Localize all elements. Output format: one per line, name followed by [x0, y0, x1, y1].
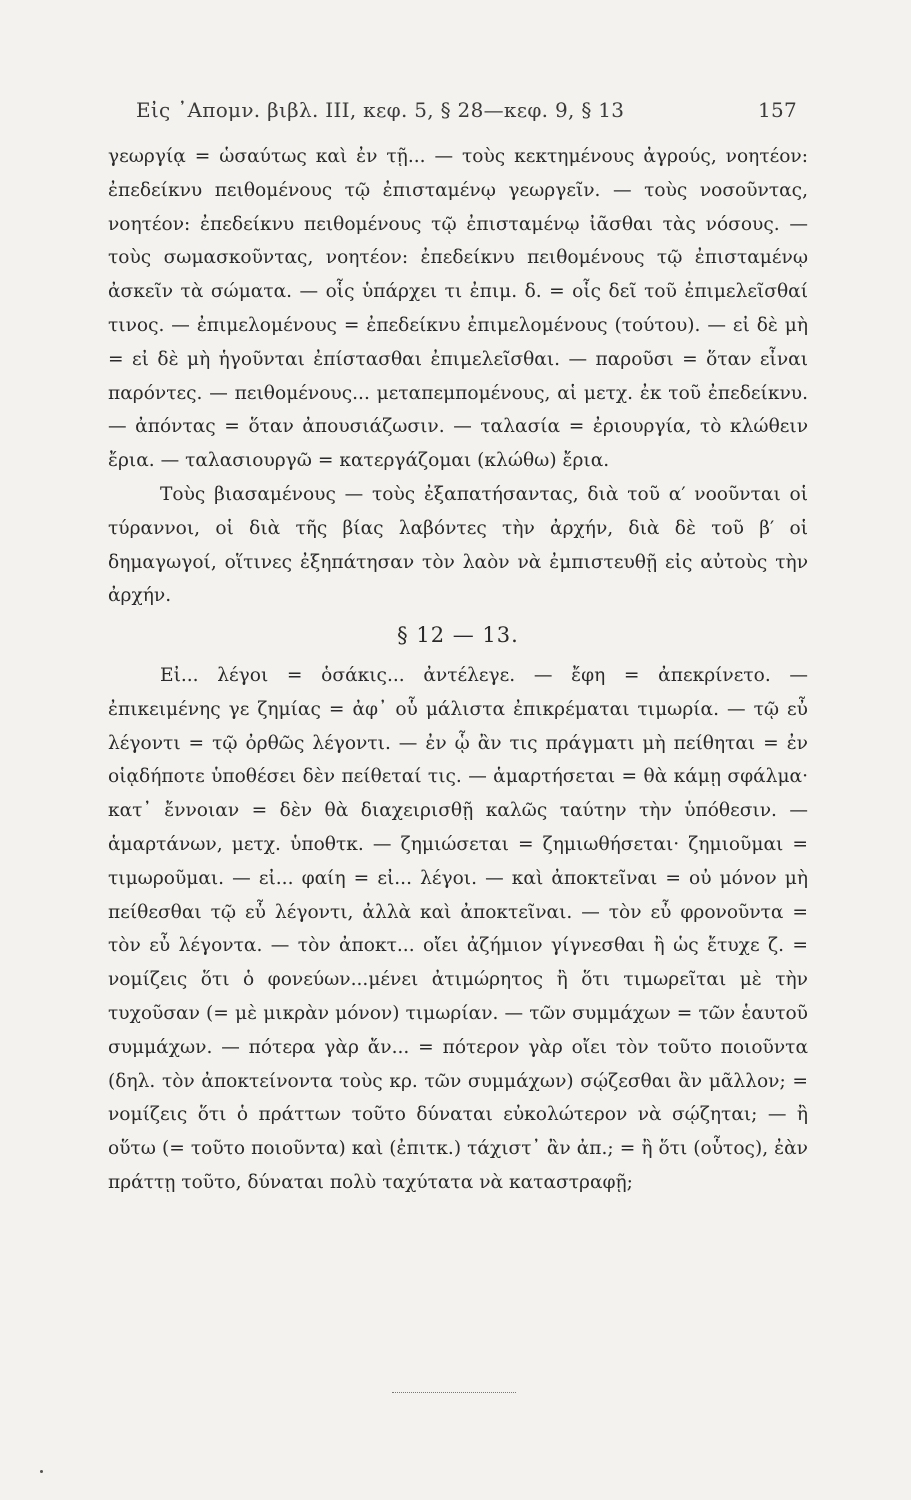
page-body: [108, 140, 808, 1200]
section-heading: § 12 — 13.: [397, 623, 519, 648]
paper-speck: [40, 1470, 43, 1473]
page-number: 157: [758, 98, 798, 122]
commentary-paragraph-2: Τοὺς βιασαμένους — τοὺς ἐξαπατήσαντας, διὰ τοῦ α′ νοοῦνται οἱ τύραννοι, οἱ διὰ τῆς βίας λαβόντες τὴν ἀρχήν, διὰ δὲ τοῦ β′ οἱ δημαγωγοί, οἵτινες ἐξηπάτησαν τὸν λαὸν νὰ ἐμπιστευθῇ εἰς αὐτοὺς τὴν ἀρχήν.: [108, 483, 808, 607]
end-rule-divider: [392, 1392, 516, 1393]
commentary-paragraph-1: γεωργίᾳ = ὡσαύτως καὶ ἐν τῇ... — τοὺς κεκτημένους ἀγρούς, νοητέον: ἐπεδείκνυ πειθομένους τῷ ἐπισταμένῳ γεωργεῖν. — τοὺς νοσοῦντας, νοητέον: ἐπεδείκνυ πειθομένους τῷ ἐπισταμένῳ ἰᾶσθαι τὰς νόσους. — τοὺς σωμασκοῦντας, νοητέον: ἐπεδείκνυ πειθομένους τῷ ἐπισταμένῳ ἀσκεῖν τὰ σώματα. — οἷς ὑπάρχει τι ἐπιμ. δ. = οἷς δεῖ τοῦ ἐπιμελεῖσθαί τινος. — ἐπιμελομένους = ἐπεδείκνυ ἐπιμελομένους (τούτου). — εἰ δὲ μὴ = εἰ δὲ μὴ ἡγοῦνται ἐπίστασθαι ἐπιμελεῖσθαι. — παροῦσι = ὅταν εἶναι παρόντες. — πειθομένους... μεταπεμπομένους, αἱ μετχ. ἐκ τοῦ ἐπεδείκνυ. — ἀπόντας = ὅταν ἀπουσιάζωσιν. — ταλασία = ἐριουργία, τὸ κλώθειν ἔρια. — ταλασιουργῶ = κατεργάζομαι (κλώθω) ἔρια.: [108, 146, 808, 472]
running-title: Εἰς ᾿Απομν. βιβλ. III, κεφ. 5, § 28—κεφ. 9, § 13: [136, 98, 625, 122]
commentary-paragraph-3: Εἰ... λέγοι = ὁσάκις... ἀντέλεγε. — ἔφη = ἀπεκρίνετο. — ἐπικειμένης γε ζημίας = ἀφ᾽ οὗ μάλιστα ἐπικρέμαται τιμωρία. — τῷ εὖ λέγοντι = τῷ ὀρθῶς λέγοντι. — ἐν ᾧ ἂν τις πράγματι μὴ πείθηται = ἐν οἱᾳδήποτε ὑποθέσει δὲν πείθεταί τις. — ἁμαρτήσεται = θὰ κάμῃ σφάλμα· κατ᾽ ἔννοιαν = δὲν θὰ διαχειρισθῇ καλῶς ταύτην τὴν ὑπόθεσιν. — ἁμαρτάνων, μετχ. ὑποθτκ. — ζημιώσεται = ζημιωθήσεται· ζημιοῦμαι = τιμωροῦμαι. — εἰ... φαίη = εἰ... λέγοι. — καὶ ἀποκτεῖναι = οὐ μόνον μὴ πείθεσθαι τῷ εὖ λέγοντι, ἀλλὰ καὶ ἀποκτεῖναι. — τὸν εὖ φρονοῦντα = τὸν εὖ λέγοντα. — τὸν ἀποκτ... οἴει ἀζήμιον γίγνεσθαι ἢ ὡς ἔτυχε ζ. = νομίζεις ὅτι ὁ φονεύων...μένει ἀτιμώρητος ἢ ὅτι τιμωρεῖται μὲ τὴν τυχοῦσαν (= μὲ μικρὰν μόνον) τιμωρίαν. — τῶν συμμάχων = τῶν ἑαυτοῦ συμμάχων. — πότερα γὰρ ἄν... = πότερον γὰρ οἴει τὸν τοῦτο ποιοῦντα (δηλ. τὸν ἀποκτείνοντα τοὺς κρ. τῶν συμμάχων) σῴζεσθαι ἂν μᾶλλον; = νομίζεις ὅτι ὁ πράττων τοῦτο δύναται εὐκολώτερον νὰ σῴζηται; — ἢ οὕτω (= τοῦτο ποιοῦντα) καὶ (ἐπιτκ.) τάχιστ᾽ ἂν ἀπ.; = ἢ ὅτι (οὗτος), ἐὰν πράττῃ τοῦτο, δύναται πολὺ ταχύτατα νὰ καταστραφῇ;: [108, 664, 808, 1193]
